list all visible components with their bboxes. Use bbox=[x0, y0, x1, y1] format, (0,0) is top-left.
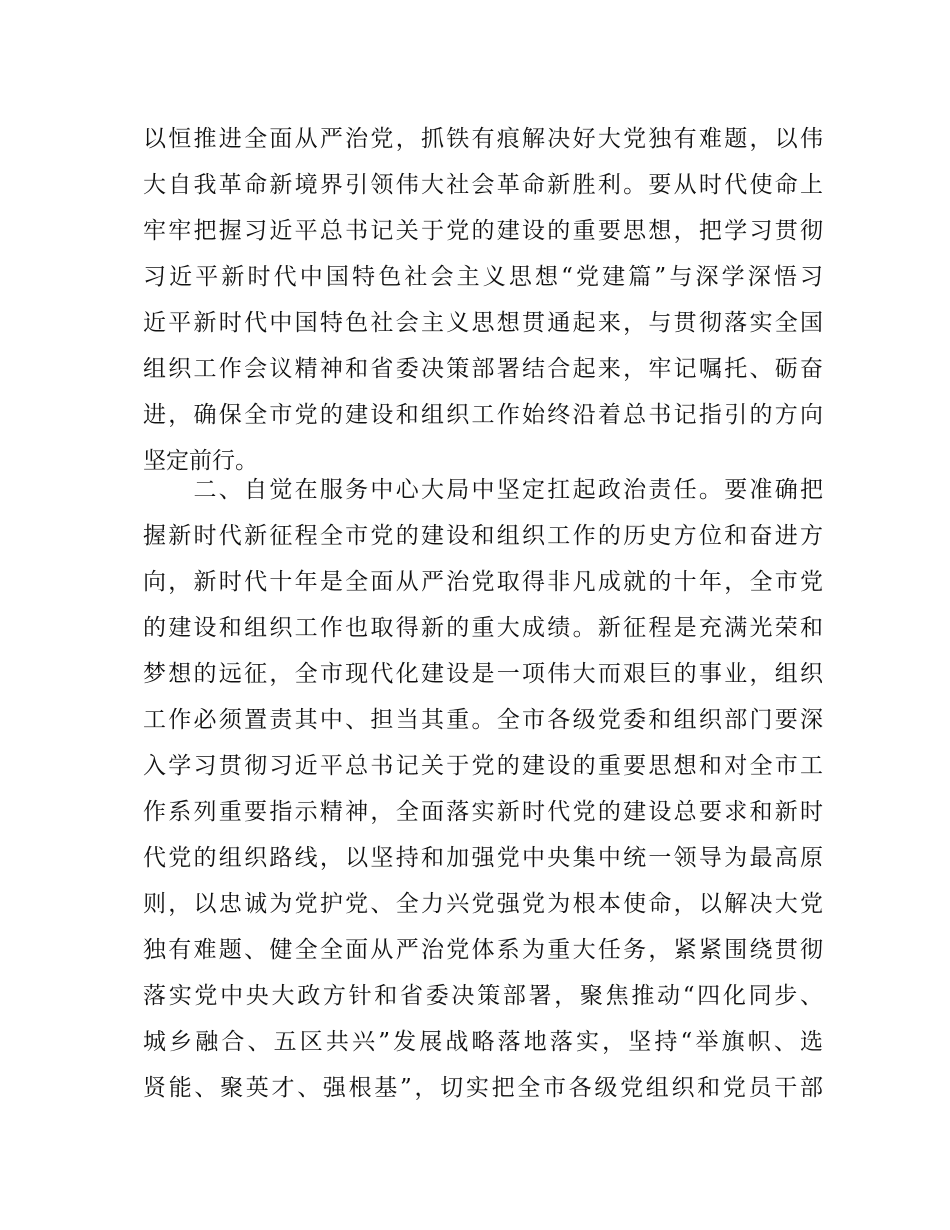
paragraph-line: 独有难题、健全全面从严治党体系为重大任务，紧紧围绕贯彻 bbox=[143, 937, 823, 963]
paragraph-line: 入学习贯彻习近平总书记关于党的建设的重要思想和对全市工 bbox=[143, 753, 823, 779]
paragraph-line: 的建设和组织工作也取得新的重大成绩。新征程是充满光荣和 bbox=[143, 615, 823, 641]
paragraph-line: 握新时代新征程全市党的建设和组织工作的历史方位和奋进方 bbox=[143, 523, 823, 549]
paragraph-line: 组织工作会议精神和省委决策部署结合起来，牢记嘱托、砺奋 bbox=[143, 356, 823, 382]
paragraph-line: 梦想的远征，全市现代化建设是一项伟大而艰巨的事业，组织 bbox=[143, 661, 823, 687]
paragraph-line: 则，以忠诚为党护党、全力兴党强党为根本使命，以解决大党 bbox=[143, 891, 823, 917]
paragraph-2 bbox=[143, 467, 823, 1111]
paragraph-line: 城乡融合、五区共兴”发展战略落地落实，坚持“举旗帜、选 bbox=[143, 1029, 823, 1055]
paragraph-line: 代党的组织路线，以坚持和加强党中央集中统一领导为最高原 bbox=[143, 845, 823, 871]
paragraph-line: 大自我革命新境界引领伟大社会革命新胜利。要从时代使命上 bbox=[143, 172, 823, 198]
paragraph-line: 二、自觉在服务中心大局中坚定扛起政治责任。要准确把 bbox=[143, 477, 823, 503]
paragraph-line: 以恒推进全面从严治党，抓铁有痕解决好大党独有难题，以伟 bbox=[143, 126, 823, 152]
paragraph-line: 向，新时代十年是全面从严治党取得非凡成就的十年，全市党 bbox=[143, 569, 823, 595]
paragraph-line: 坚定前行。 bbox=[143, 448, 258, 474]
paragraph-line: 牢牢把握习近平总书记关于党的建设的重要思想，把学习贯彻 bbox=[143, 218, 823, 244]
paragraph-line: 进，确保全市党的建设和组织工作始终沿着总书记指引的方向 bbox=[143, 402, 823, 428]
paragraph-line: 落实党中央大政方针和省委决策部署，聚焦推动“四化同步、 bbox=[143, 983, 823, 1009]
paragraph-line: 习近平新时代中国特色社会主义思想“党建篇”与深学深悟习 bbox=[143, 264, 823, 290]
paragraph-line: 工作必须置责其中、担当其重。全市各级党委和组织部门要深 bbox=[143, 707, 823, 733]
paragraph-line: 作系列重要指示精神，全面落实新时代党的建设总要求和新时 bbox=[143, 799, 823, 825]
paragraph-line: 贤能、聚英才、强根基”，切实把全市各级党组织和党员干部 bbox=[143, 1075, 823, 1101]
paragraph-line: 近平新时代中国特色社会主义思想贯通起来，与贯彻落实全国 bbox=[143, 310, 823, 336]
paragraph-1 bbox=[143, 116, 823, 484]
